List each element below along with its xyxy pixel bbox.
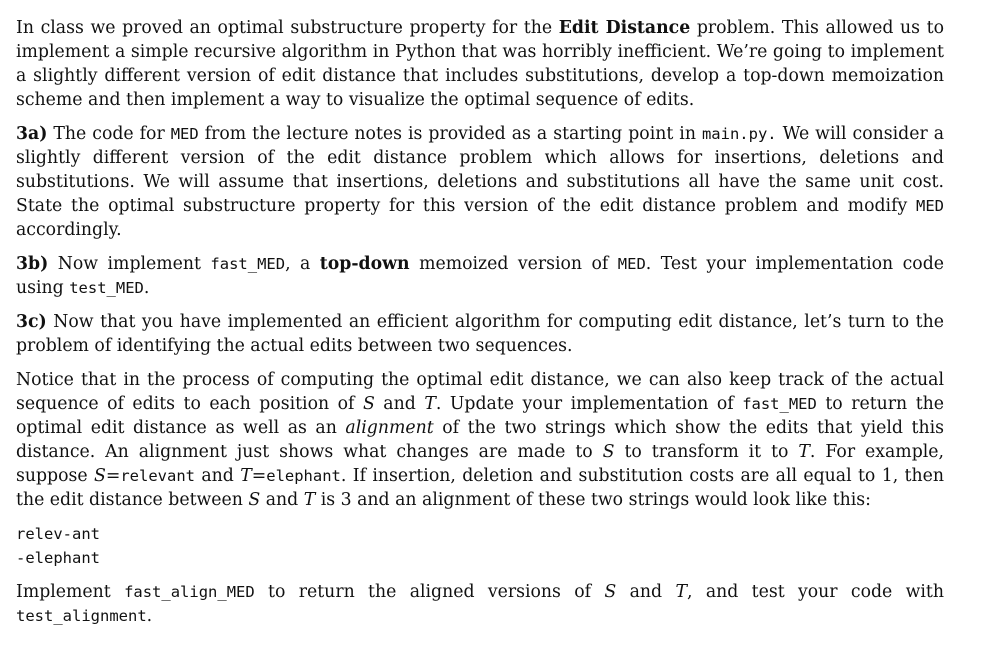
var-s: S bbox=[602, 442, 615, 462]
alignment-example bbox=[16, 522, 944, 570]
alignment-line-s: relev-ant bbox=[16, 525, 100, 543]
q3b-text-5: . bbox=[143, 278, 150, 298]
document-body bbox=[16, 16, 944, 638]
notice-text-9: . If insertion, deletion and substitution costs are all equal to 1, then the edit distance between bbox=[16, 466, 944, 510]
q3a-text-3: We will consider a slightly different version of the edit distance problem which allows for insertions, deletions and substitutions. We will assume that insertions, deletions and substitutions all have the same unit cost. State the optimal substructure property for this version of the edit distance problem and modify bbox=[16, 124, 944, 216]
implement-text-1: Implement bbox=[16, 582, 125, 602]
intro-paragraph bbox=[16, 16, 944, 112]
q3a-code-med-2: MED bbox=[916, 197, 944, 215]
intro-text-2: problem. This allowed us to implement a simple recursive algorithm in Python that was horribly inefficient. We’re going to implement a slightly different version of edit distance that includes substitutions, develop a top-down memoization scheme and then implement a way to visualize the optimal sequence of edits. bbox=[16, 18, 944, 110]
code-elephant: elephant bbox=[266, 467, 341, 485]
notice-text-4: to return the optimal edit distance as well as an bbox=[16, 394, 944, 438]
q3b-text-1: Now implement bbox=[48, 254, 211, 274]
notice-text-5: of the two strings which show the edits that yield this distance. An alignment just shows what changes are made to bbox=[16, 418, 944, 462]
notice-text-10: and bbox=[260, 490, 304, 510]
q3a-text-4: accordingly. bbox=[16, 220, 122, 240]
var-t: T bbox=[675, 582, 687, 602]
implement-text-2: to return the aligned versions of bbox=[254, 582, 605, 602]
var-s: S bbox=[604, 582, 617, 602]
q3a-code-main-py: main.py. bbox=[701, 125, 777, 143]
notice-text-1: Notice that in the process of computing the optimal edit distance, we can also keep track of the actual sequence of edits to each position of bbox=[16, 370, 944, 414]
q3c-text-1: Now that you have implemented an efficient algorithm for computing edit distance, let’s turn to the problem of identifying the actual edits between two sequences. bbox=[16, 312, 944, 356]
implement-text-4: , and test your code with bbox=[686, 582, 944, 602]
question-3b bbox=[16, 252, 944, 300]
q3b-text-3: memoized version of bbox=[409, 254, 618, 274]
code-relevant: relevant bbox=[120, 467, 195, 485]
intro-text-1: In class we proved an optimal substructure property for the bbox=[16, 18, 559, 38]
implement-paragraph bbox=[16, 580, 944, 628]
question-3a bbox=[16, 122, 944, 242]
code-test-alignment: test_alignment bbox=[16, 607, 147, 625]
notice-text-8: and bbox=[194, 466, 241, 486]
question-3a-label: 3a) bbox=[16, 124, 48, 144]
var-s: S bbox=[362, 394, 375, 414]
notice-text-6: to transform it to bbox=[614, 442, 799, 462]
notice-paragraph bbox=[16, 368, 944, 512]
q3b-top-down: top-down bbox=[319, 254, 410, 274]
q3b-code-fast-med: fast_MED bbox=[210, 255, 286, 273]
notice-text-11: is 3 and an alignment of these two strings would look like this: bbox=[315, 490, 871, 510]
q3a-code-med: MED bbox=[170, 125, 199, 143]
question-3b-label: 3b) bbox=[16, 254, 49, 274]
var-s: S bbox=[248, 490, 261, 510]
notice-text-3: . Update your implementation of bbox=[435, 394, 743, 414]
equals-sign: = bbox=[251, 466, 267, 486]
alignment-line-t: -elephant bbox=[16, 549, 100, 567]
var-t: T bbox=[240, 466, 252, 486]
var-t: T bbox=[798, 442, 810, 462]
var-t: T bbox=[424, 394, 436, 414]
question-3c bbox=[16, 310, 944, 358]
notice-text-2: and bbox=[374, 394, 425, 414]
edit-distance-term: Edit Distance bbox=[558, 18, 691, 38]
var-s: S bbox=[94, 466, 106, 486]
question-3c-label: 3c) bbox=[16, 312, 47, 332]
notice-code-fast-med: fast_MED bbox=[742, 395, 817, 413]
q3b-code-test-med: test_MED bbox=[69, 279, 144, 297]
q3b-code-med: MED bbox=[617, 255, 646, 273]
implement-text-3: and bbox=[616, 582, 676, 602]
code-fast-align-med: fast_align_MED bbox=[124, 583, 255, 601]
q3a-text-2: from the lecture notes is provided as a starting point in bbox=[198, 124, 702, 144]
alignment-term: alignment bbox=[345, 418, 434, 438]
equals-sign: = bbox=[105, 466, 121, 486]
q3b-text-2: , a bbox=[285, 254, 320, 274]
q3a-text-1: The code for bbox=[47, 124, 171, 144]
var-t: T bbox=[303, 490, 316, 510]
q3b-text-4: . Test your implementation code using bbox=[16, 254, 944, 298]
implement-text-5: . bbox=[146, 606, 153, 626]
notice-text-7: . For example, suppose bbox=[16, 442, 944, 486]
